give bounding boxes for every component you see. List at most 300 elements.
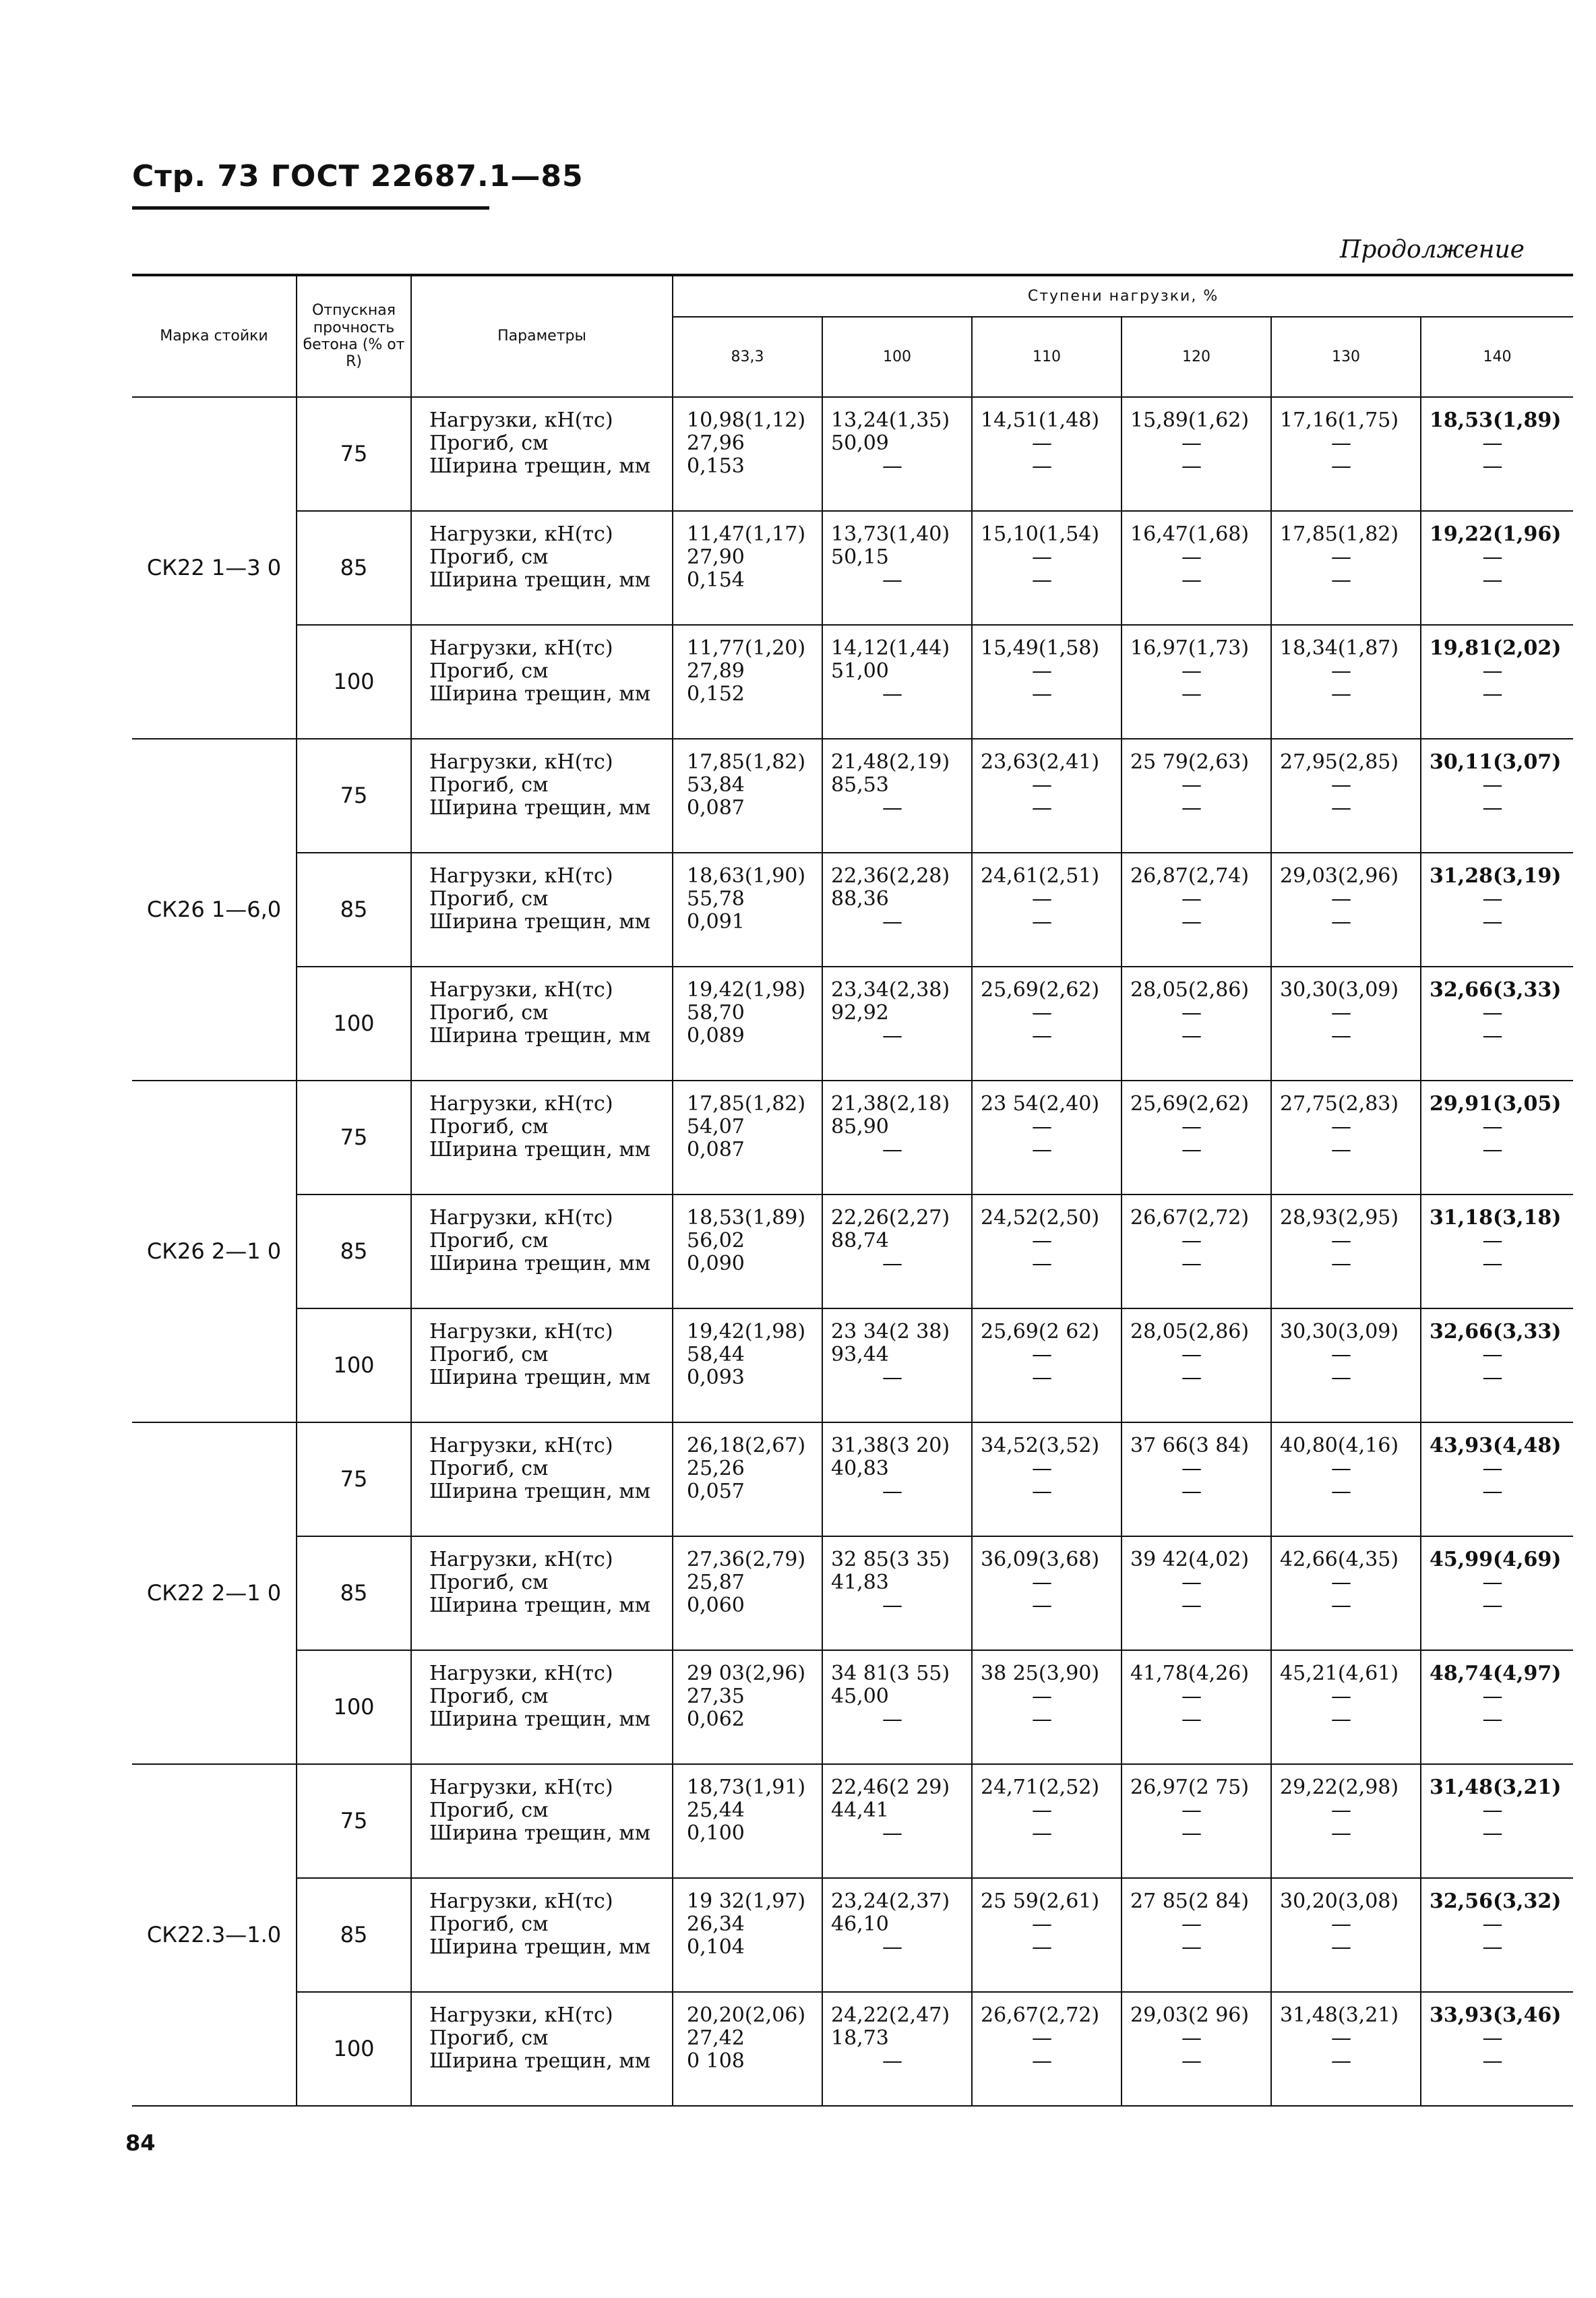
step-values bbox=[673, 1992, 822, 2106]
load-value: 10,98(1,12) bbox=[687, 409, 806, 432]
concrete-strength: 75 bbox=[297, 1081, 411, 1195]
load-value: 11,77(1,20) bbox=[687, 636, 806, 660]
empty-dash: — bbox=[882, 1935, 902, 1959]
param-label: Прогиб, см bbox=[429, 659, 549, 683]
step-values bbox=[1271, 1764, 1421, 1878]
param-label: Ширина трещин, мм bbox=[429, 1821, 651, 1845]
deflection-value: 53,84 bbox=[687, 773, 745, 797]
step-values bbox=[822, 1536, 972, 1650]
empty-dash: — bbox=[1032, 1480, 1052, 1503]
step-values bbox=[972, 1081, 1122, 1195]
empty-dash: — bbox=[1181, 796, 1202, 820]
empty-dash: — bbox=[1331, 1821, 1351, 1845]
step-values bbox=[1122, 1536, 1271, 1650]
empty-dash: — bbox=[1331, 2026, 1351, 2050]
empty-dash: — bbox=[1181, 1707, 1202, 1731]
load-value: 15,49(1,58) bbox=[981, 636, 1100, 660]
empty-dash: — bbox=[1181, 1594, 1202, 1617]
table-row bbox=[132, 1536, 1573, 1650]
load-value: 37 66(3 84) bbox=[1130, 1434, 1250, 1457]
deflection-value: 92,92 bbox=[831, 1001, 889, 1025]
empty-dash: — bbox=[1331, 887, 1351, 911]
step-values bbox=[673, 1422, 822, 1536]
step-values bbox=[972, 1992, 1122, 2106]
table-row bbox=[132, 1308, 1573, 1422]
step-values bbox=[822, 1081, 972, 1195]
step-values bbox=[1421, 1878, 1573, 1992]
empty-dash: — bbox=[1482, 1707, 1503, 1731]
empty-dash: — bbox=[1032, 2049, 1052, 2073]
load-value: 25,69(2,62) bbox=[1130, 1092, 1250, 1116]
param-label: Прогиб, см bbox=[429, 1798, 549, 1822]
empty-dash: — bbox=[882, 1366, 902, 1389]
step-values bbox=[822, 853, 972, 967]
concrete-strength: 85 bbox=[297, 1878, 411, 1992]
deflection-value: 25,44 bbox=[687, 1798, 745, 1822]
load-value: 19,42(1,98) bbox=[687, 1320, 806, 1343]
table-row bbox=[132, 397, 1573, 511]
load-value: 19,22(1,96) bbox=[1430, 522, 1562, 546]
step-values bbox=[972, 1195, 1122, 1308]
load-value: 23 54(2,40) bbox=[981, 1092, 1100, 1116]
param-label: Прогиб, см bbox=[429, 1115, 549, 1139]
empty-dash: — bbox=[1331, 682, 1351, 706]
empty-dash: — bbox=[1331, 1001, 1351, 1025]
load-value: 14,12(1,44) bbox=[831, 636, 950, 660]
empty-dash: — bbox=[1032, 1138, 1052, 1161]
deflection-value: 51,00 bbox=[831, 659, 889, 683]
step-values bbox=[1122, 1764, 1271, 1878]
param-label: Нагрузки, кН(тс) bbox=[429, 864, 613, 888]
load-value: 32,66(3,33) bbox=[1430, 978, 1562, 1002]
load-value: 22,36(2,28) bbox=[831, 864, 950, 888]
empty-dash: — bbox=[1331, 1594, 1351, 1617]
deflection-value: 44,41 bbox=[831, 1798, 889, 1822]
step-values bbox=[822, 967, 972, 1081]
step-values bbox=[1421, 1536, 1573, 1650]
table-row bbox=[132, 1650, 1573, 1764]
param-labels bbox=[411, 1195, 673, 1308]
empty-dash: — bbox=[1331, 1457, 1351, 1480]
load-value: 25,69(2 62) bbox=[981, 1320, 1100, 1343]
empty-dash: — bbox=[1482, 1912, 1503, 1936]
empty-dash: — bbox=[1032, 773, 1052, 797]
deflection-value: 41,83 bbox=[831, 1571, 889, 1594]
crack-width-value: 0 108 bbox=[687, 2049, 745, 2073]
param-label: Ширина трещин, мм bbox=[429, 682, 651, 706]
load-value: 30,20(3,08) bbox=[1280, 1889, 1399, 1913]
step-values bbox=[673, 1308, 822, 1422]
param-label: Нагрузки, кН(тс) bbox=[429, 2003, 613, 2027]
step-values bbox=[972, 625, 1122, 739]
empty-dash: — bbox=[1181, 1229, 1202, 1252]
empty-dash: — bbox=[1331, 568, 1351, 592]
load-value: 18,63(1,90) bbox=[687, 864, 806, 888]
empty-dash: — bbox=[1482, 887, 1503, 911]
empty-dash: — bbox=[1482, 1115, 1503, 1139]
load-value: 39 42(4,02) bbox=[1130, 1548, 1250, 1571]
load-value: 19,81(2,02) bbox=[1430, 636, 1562, 660]
table-row bbox=[132, 511, 1573, 625]
column-header-step: 140 bbox=[1421, 317, 1573, 397]
empty-dash: — bbox=[1032, 910, 1052, 934]
empty-dash: — bbox=[1482, 1457, 1503, 1480]
step-values bbox=[1271, 1422, 1421, 1536]
param-labels bbox=[411, 1422, 673, 1536]
empty-dash: — bbox=[1181, 1935, 1202, 1959]
load-value: 27 85(2 84) bbox=[1130, 1889, 1250, 1913]
concrete-strength: 100 bbox=[297, 1650, 411, 1764]
load-value: 29,91(3,05) bbox=[1430, 1092, 1562, 1116]
column-header-step: 120 bbox=[1122, 317, 1271, 397]
empty-dash: — bbox=[1331, 1798, 1351, 1822]
load-value: 38 25(3,90) bbox=[981, 1662, 1100, 1685]
empty-dash: — bbox=[882, 910, 902, 934]
concrete-strength: 75 bbox=[297, 739, 411, 853]
load-value: 34 81(3 55) bbox=[831, 1662, 950, 1685]
empty-dash: — bbox=[1482, 1821, 1503, 1845]
load-value: 45,99(4,69) bbox=[1430, 1548, 1562, 1571]
empty-dash: — bbox=[1032, 1001, 1052, 1025]
load-value: 26,18(2,67) bbox=[687, 1434, 806, 1457]
step-values bbox=[1122, 853, 1271, 967]
column-header-load-stages: Ступени нагрузки, % bbox=[673, 275, 1573, 317]
param-labels bbox=[411, 397, 673, 511]
param-label: Прогиб, см bbox=[429, 1457, 549, 1480]
deflection-value: 27,89 bbox=[687, 659, 745, 683]
empty-dash: — bbox=[1482, 1935, 1503, 1959]
load-value: 29 03(2,96) bbox=[687, 1662, 806, 1685]
load-value: 30,11(3,07) bbox=[1430, 750, 1562, 774]
empty-dash: — bbox=[1331, 796, 1351, 820]
step-values bbox=[1271, 397, 1421, 511]
empty-dash: — bbox=[1181, 1685, 1202, 1708]
step-values bbox=[673, 1081, 822, 1195]
step-values bbox=[1271, 1081, 1421, 1195]
empty-dash: — bbox=[1032, 1457, 1052, 1480]
load-value: 17,85(1,82) bbox=[687, 1092, 806, 1116]
step-values bbox=[972, 739, 1122, 853]
empty-dash: — bbox=[882, 1480, 902, 1503]
deflection-value: 85,53 bbox=[831, 773, 889, 797]
step-values bbox=[1271, 1195, 1421, 1308]
empty-dash: — bbox=[1482, 1252, 1503, 1275]
empty-dash: — bbox=[1331, 1685, 1351, 1708]
load-value: 21,38(2,18) bbox=[831, 1092, 950, 1116]
step-values bbox=[972, 397, 1122, 511]
load-value: 36,09(3,68) bbox=[981, 1548, 1100, 1571]
param-labels bbox=[411, 739, 673, 853]
table-row bbox=[132, 853, 1573, 967]
param-label: Нагрузки, кН(тс) bbox=[429, 1206, 613, 1230]
empty-dash: — bbox=[1032, 454, 1052, 478]
step-values bbox=[1271, 853, 1421, 967]
step-values bbox=[822, 1992, 972, 2106]
deflection-value: 85,90 bbox=[831, 1115, 889, 1139]
param-label: Прогиб, см bbox=[429, 545, 549, 569]
deflection-value: 58,44 bbox=[687, 1343, 745, 1366]
empty-dash: — bbox=[1482, 1685, 1503, 1708]
load-value: 32 85(3 35) bbox=[831, 1548, 950, 1571]
step-values bbox=[822, 397, 972, 511]
concrete-strength: 75 bbox=[297, 397, 411, 511]
empty-dash: — bbox=[1181, 2026, 1202, 2050]
step-values bbox=[822, 739, 972, 853]
param-labels bbox=[411, 1992, 673, 2106]
deflection-value: 50,09 bbox=[831, 431, 889, 455]
step-values bbox=[972, 1650, 1122, 1764]
load-value: 13,73(1,40) bbox=[831, 522, 950, 546]
empty-dash: — bbox=[1331, 1707, 1351, 1731]
param-label: Нагрузки, кН(тс) bbox=[429, 1662, 613, 1685]
step-values bbox=[822, 1308, 972, 1422]
column-header-step: 130 bbox=[1271, 317, 1421, 397]
step-values bbox=[1122, 1992, 1271, 2106]
empty-dash: — bbox=[1482, 773, 1503, 797]
empty-dash: — bbox=[1482, 659, 1503, 683]
empty-dash: — bbox=[1032, 1707, 1052, 1731]
param-label: Нагрузки, кН(тс) bbox=[429, 1320, 613, 1343]
step-values bbox=[1271, 739, 1421, 853]
load-value: 29,03(2 96) bbox=[1130, 2003, 1250, 2027]
step-values bbox=[972, 853, 1122, 967]
step-values bbox=[972, 1422, 1122, 1536]
continuation-label: Продолжение bbox=[1340, 236, 1525, 264]
empty-dash: — bbox=[1032, 431, 1052, 455]
load-test-table bbox=[132, 274, 1573, 2107]
param-label: Прогиб, см bbox=[429, 773, 549, 797]
step-values bbox=[972, 967, 1122, 1081]
table-row bbox=[132, 1764, 1573, 1878]
concrete-strength: 75 bbox=[297, 1764, 411, 1878]
step-values bbox=[972, 1308, 1122, 1422]
empty-dash: — bbox=[1331, 1115, 1351, 1139]
param-labels bbox=[411, 511, 673, 625]
load-value: 34,52(3,52) bbox=[981, 1434, 1100, 1457]
load-value: 43,93(4,48) bbox=[1430, 1434, 1562, 1457]
param-label: Ширина трещин, мм bbox=[429, 1252, 651, 1275]
column-header-mark: Марка стойки bbox=[132, 275, 297, 397]
empty-dash: — bbox=[1032, 1912, 1052, 1936]
deflection-value: 93,44 bbox=[831, 1343, 889, 1366]
crack-width-value: 0,104 bbox=[687, 1935, 745, 1959]
crack-width-value: 0,093 bbox=[687, 1366, 745, 1389]
param-labels bbox=[411, 1081, 673, 1195]
load-value: 23,34(2,38) bbox=[831, 978, 950, 1002]
crack-width-value: 0,152 bbox=[687, 682, 745, 706]
empty-dash: — bbox=[1331, 910, 1351, 934]
empty-dash: — bbox=[1181, 1024, 1202, 1048]
empty-dash: — bbox=[1032, 1685, 1052, 1708]
deflection-value: 56,02 bbox=[687, 1229, 745, 1252]
load-value: 32,56(3,32) bbox=[1430, 1889, 1562, 1913]
load-value: 31,38(3 20) bbox=[831, 1434, 950, 1457]
concrete-strength: 100 bbox=[297, 1308, 411, 1422]
column-header-step: 83,3 bbox=[673, 317, 822, 397]
empty-dash: — bbox=[882, 1707, 902, 1731]
step-values bbox=[1122, 1878, 1271, 1992]
concrete-strength: 85 bbox=[297, 1195, 411, 1308]
load-value: 24,22(2,47) bbox=[831, 2003, 950, 2027]
load-value: 45,21(4,61) bbox=[1280, 1662, 1399, 1685]
empty-dash: — bbox=[1181, 545, 1202, 569]
load-value: 23 34(2 38) bbox=[831, 1320, 950, 1343]
param-label: Ширина трещин, мм bbox=[429, 1138, 651, 1161]
load-value: 22,46(2 29) bbox=[831, 1776, 950, 1799]
load-value: 15,10(1,54) bbox=[981, 522, 1100, 546]
load-value: 27,36(2,79) bbox=[687, 1548, 806, 1571]
param-label: Прогиб, см bbox=[429, 1571, 549, 1594]
crack-width-value: 0,057 bbox=[687, 1480, 745, 1503]
empty-dash: — bbox=[1032, 1115, 1052, 1139]
empty-dash: — bbox=[1482, 454, 1503, 478]
load-value: 16,97(1,73) bbox=[1130, 636, 1250, 660]
step-values bbox=[1122, 1308, 1271, 1422]
param-label: Ширина трещин, мм bbox=[429, 910, 651, 934]
empty-dash: — bbox=[1181, 1912, 1202, 1936]
param-label: Ширина трещин, мм bbox=[429, 568, 651, 592]
step-values bbox=[1421, 397, 1573, 511]
param-label: Прогиб, см bbox=[429, 1229, 549, 1252]
concrete-strength: 85 bbox=[297, 1536, 411, 1650]
step-values bbox=[1421, 739, 1573, 853]
param-labels bbox=[411, 1536, 673, 1650]
empty-dash: — bbox=[1032, 545, 1052, 569]
column-header-step: 100 bbox=[822, 317, 972, 397]
empty-dash: — bbox=[1032, 1024, 1052, 1048]
load-value: 25 59(2,61) bbox=[981, 1889, 1100, 1913]
step-values bbox=[822, 1422, 972, 1536]
load-value: 30,30(3,09) bbox=[1280, 978, 1399, 1002]
empty-dash: — bbox=[1482, 1366, 1503, 1389]
param-label: Ширина трещин, мм bbox=[429, 1024, 651, 1048]
empty-dash: — bbox=[1181, 1343, 1202, 1366]
crack-width-value: 0,087 bbox=[687, 1138, 745, 1161]
step-values bbox=[1421, 1650, 1573, 1764]
deflection-value: 54,07 bbox=[687, 1115, 745, 1139]
empty-dash: — bbox=[1181, 910, 1202, 934]
column-mark: СК22 2—1 0 bbox=[132, 1422, 297, 1764]
column-header-strength: Отпускная прочность бетона (% от R) bbox=[297, 275, 411, 397]
column-mark: СК22.3—1.0 bbox=[132, 1764, 297, 2106]
step-values bbox=[822, 1195, 972, 1308]
load-value: 22,26(2,27) bbox=[831, 1206, 950, 1230]
empty-dash: — bbox=[1482, 1480, 1503, 1503]
deflection-value: 58,70 bbox=[687, 1001, 745, 1025]
load-value: 13,24(1,35) bbox=[831, 409, 950, 432]
concrete-strength: 75 bbox=[297, 1422, 411, 1536]
crack-width-value: 0,089 bbox=[687, 1024, 745, 1048]
param-labels bbox=[411, 967, 673, 1081]
empty-dash: — bbox=[1482, 1001, 1503, 1025]
load-value: 17,16(1,75) bbox=[1280, 409, 1399, 432]
param-labels bbox=[411, 853, 673, 967]
load-value: 24,71(2,52) bbox=[981, 1776, 1100, 1799]
empty-dash: — bbox=[1482, 1571, 1503, 1594]
param-label: Нагрузки, кН(тс) bbox=[429, 1434, 613, 1457]
empty-dash: — bbox=[882, 1024, 902, 1048]
load-value: 42,66(4,35) bbox=[1280, 1548, 1399, 1571]
empty-dash: — bbox=[1032, 1366, 1052, 1389]
load-value: 26,87(2,74) bbox=[1130, 864, 1250, 888]
load-value: 31,18(3,18) bbox=[1430, 1206, 1562, 1230]
empty-dash: — bbox=[1482, 1229, 1503, 1252]
empty-dash: — bbox=[1032, 1571, 1052, 1594]
empty-dash: — bbox=[1331, 1912, 1351, 1936]
param-labels bbox=[411, 1878, 673, 1992]
empty-dash: — bbox=[1331, 1571, 1351, 1594]
load-value: 28,93(2,95) bbox=[1280, 1206, 1399, 1230]
empty-dash: — bbox=[882, 2049, 902, 2073]
deflection-value: 55,78 bbox=[687, 887, 745, 911]
step-values bbox=[1421, 1308, 1573, 1422]
step-values bbox=[1122, 1422, 1271, 1536]
step-values bbox=[673, 853, 822, 967]
load-value: 23,24(2,37) bbox=[831, 1889, 950, 1913]
deflection-value: 40,83 bbox=[831, 1457, 889, 1480]
load-value: 25,69(2,62) bbox=[981, 978, 1100, 1002]
param-label: Прогиб, см bbox=[429, 1001, 549, 1025]
empty-dash: — bbox=[1331, 1480, 1351, 1503]
empty-dash: — bbox=[1032, 887, 1052, 911]
column-mark: СК22 1—3 0 bbox=[132, 397, 297, 739]
empty-dash: — bbox=[1181, 1138, 1202, 1161]
load-value: 24,52(2,50) bbox=[981, 1206, 1100, 1230]
param-label: Ширина трещин, мм bbox=[429, 1480, 651, 1503]
deflection-value: 25,26 bbox=[687, 1457, 745, 1480]
load-value: 30,30(3,09) bbox=[1280, 1320, 1399, 1343]
param-labels bbox=[411, 1308, 673, 1422]
step-values bbox=[1122, 397, 1271, 511]
empty-dash: — bbox=[1032, 1343, 1052, 1366]
column-mark: СК26 1—6,0 bbox=[132, 739, 297, 1081]
table-row bbox=[132, 967, 1573, 1081]
step-values bbox=[1271, 1992, 1421, 2106]
load-value: 17,85(1,82) bbox=[687, 750, 806, 774]
param-label: Нагрузки, кН(тс) bbox=[429, 1889, 613, 1913]
deflection-value: 45,00 bbox=[831, 1685, 889, 1708]
concrete-strength: 85 bbox=[297, 511, 411, 625]
empty-dash: — bbox=[1181, 1366, 1202, 1389]
step-values bbox=[822, 511, 972, 625]
step-values bbox=[1421, 1764, 1573, 1878]
param-label: Нагрузки, кН(тс) bbox=[429, 978, 613, 1002]
step-values bbox=[673, 1536, 822, 1650]
empty-dash: — bbox=[1331, 1935, 1351, 1959]
step-values bbox=[1271, 625, 1421, 739]
empty-dash: — bbox=[1032, 682, 1052, 706]
load-value: 26,97(2 75) bbox=[1130, 1776, 1250, 1799]
step-values bbox=[673, 1195, 822, 1308]
crack-width-value: 0,100 bbox=[687, 1821, 745, 1845]
load-value: 14,51(1,48) bbox=[981, 409, 1100, 432]
empty-dash: — bbox=[1482, 910, 1503, 934]
load-value: 16,47(1,68) bbox=[1130, 522, 1250, 546]
step-values bbox=[1122, 625, 1271, 739]
table-row bbox=[132, 625, 1573, 739]
table-row bbox=[132, 739, 1573, 853]
empty-dash: — bbox=[1181, 568, 1202, 592]
load-value: 17,85(1,82) bbox=[1280, 522, 1399, 546]
step-values bbox=[1421, 625, 1573, 739]
deflection-value: 27,35 bbox=[687, 1685, 745, 1708]
step-values bbox=[673, 625, 822, 739]
param-label: Нагрузки, кН(тс) bbox=[429, 750, 613, 774]
load-value: 21,48(2,19) bbox=[831, 750, 950, 774]
deflection-value: 46,10 bbox=[831, 1912, 889, 1936]
param-label: Прогиб, см bbox=[429, 1912, 549, 1936]
step-values bbox=[1271, 1878, 1421, 1992]
